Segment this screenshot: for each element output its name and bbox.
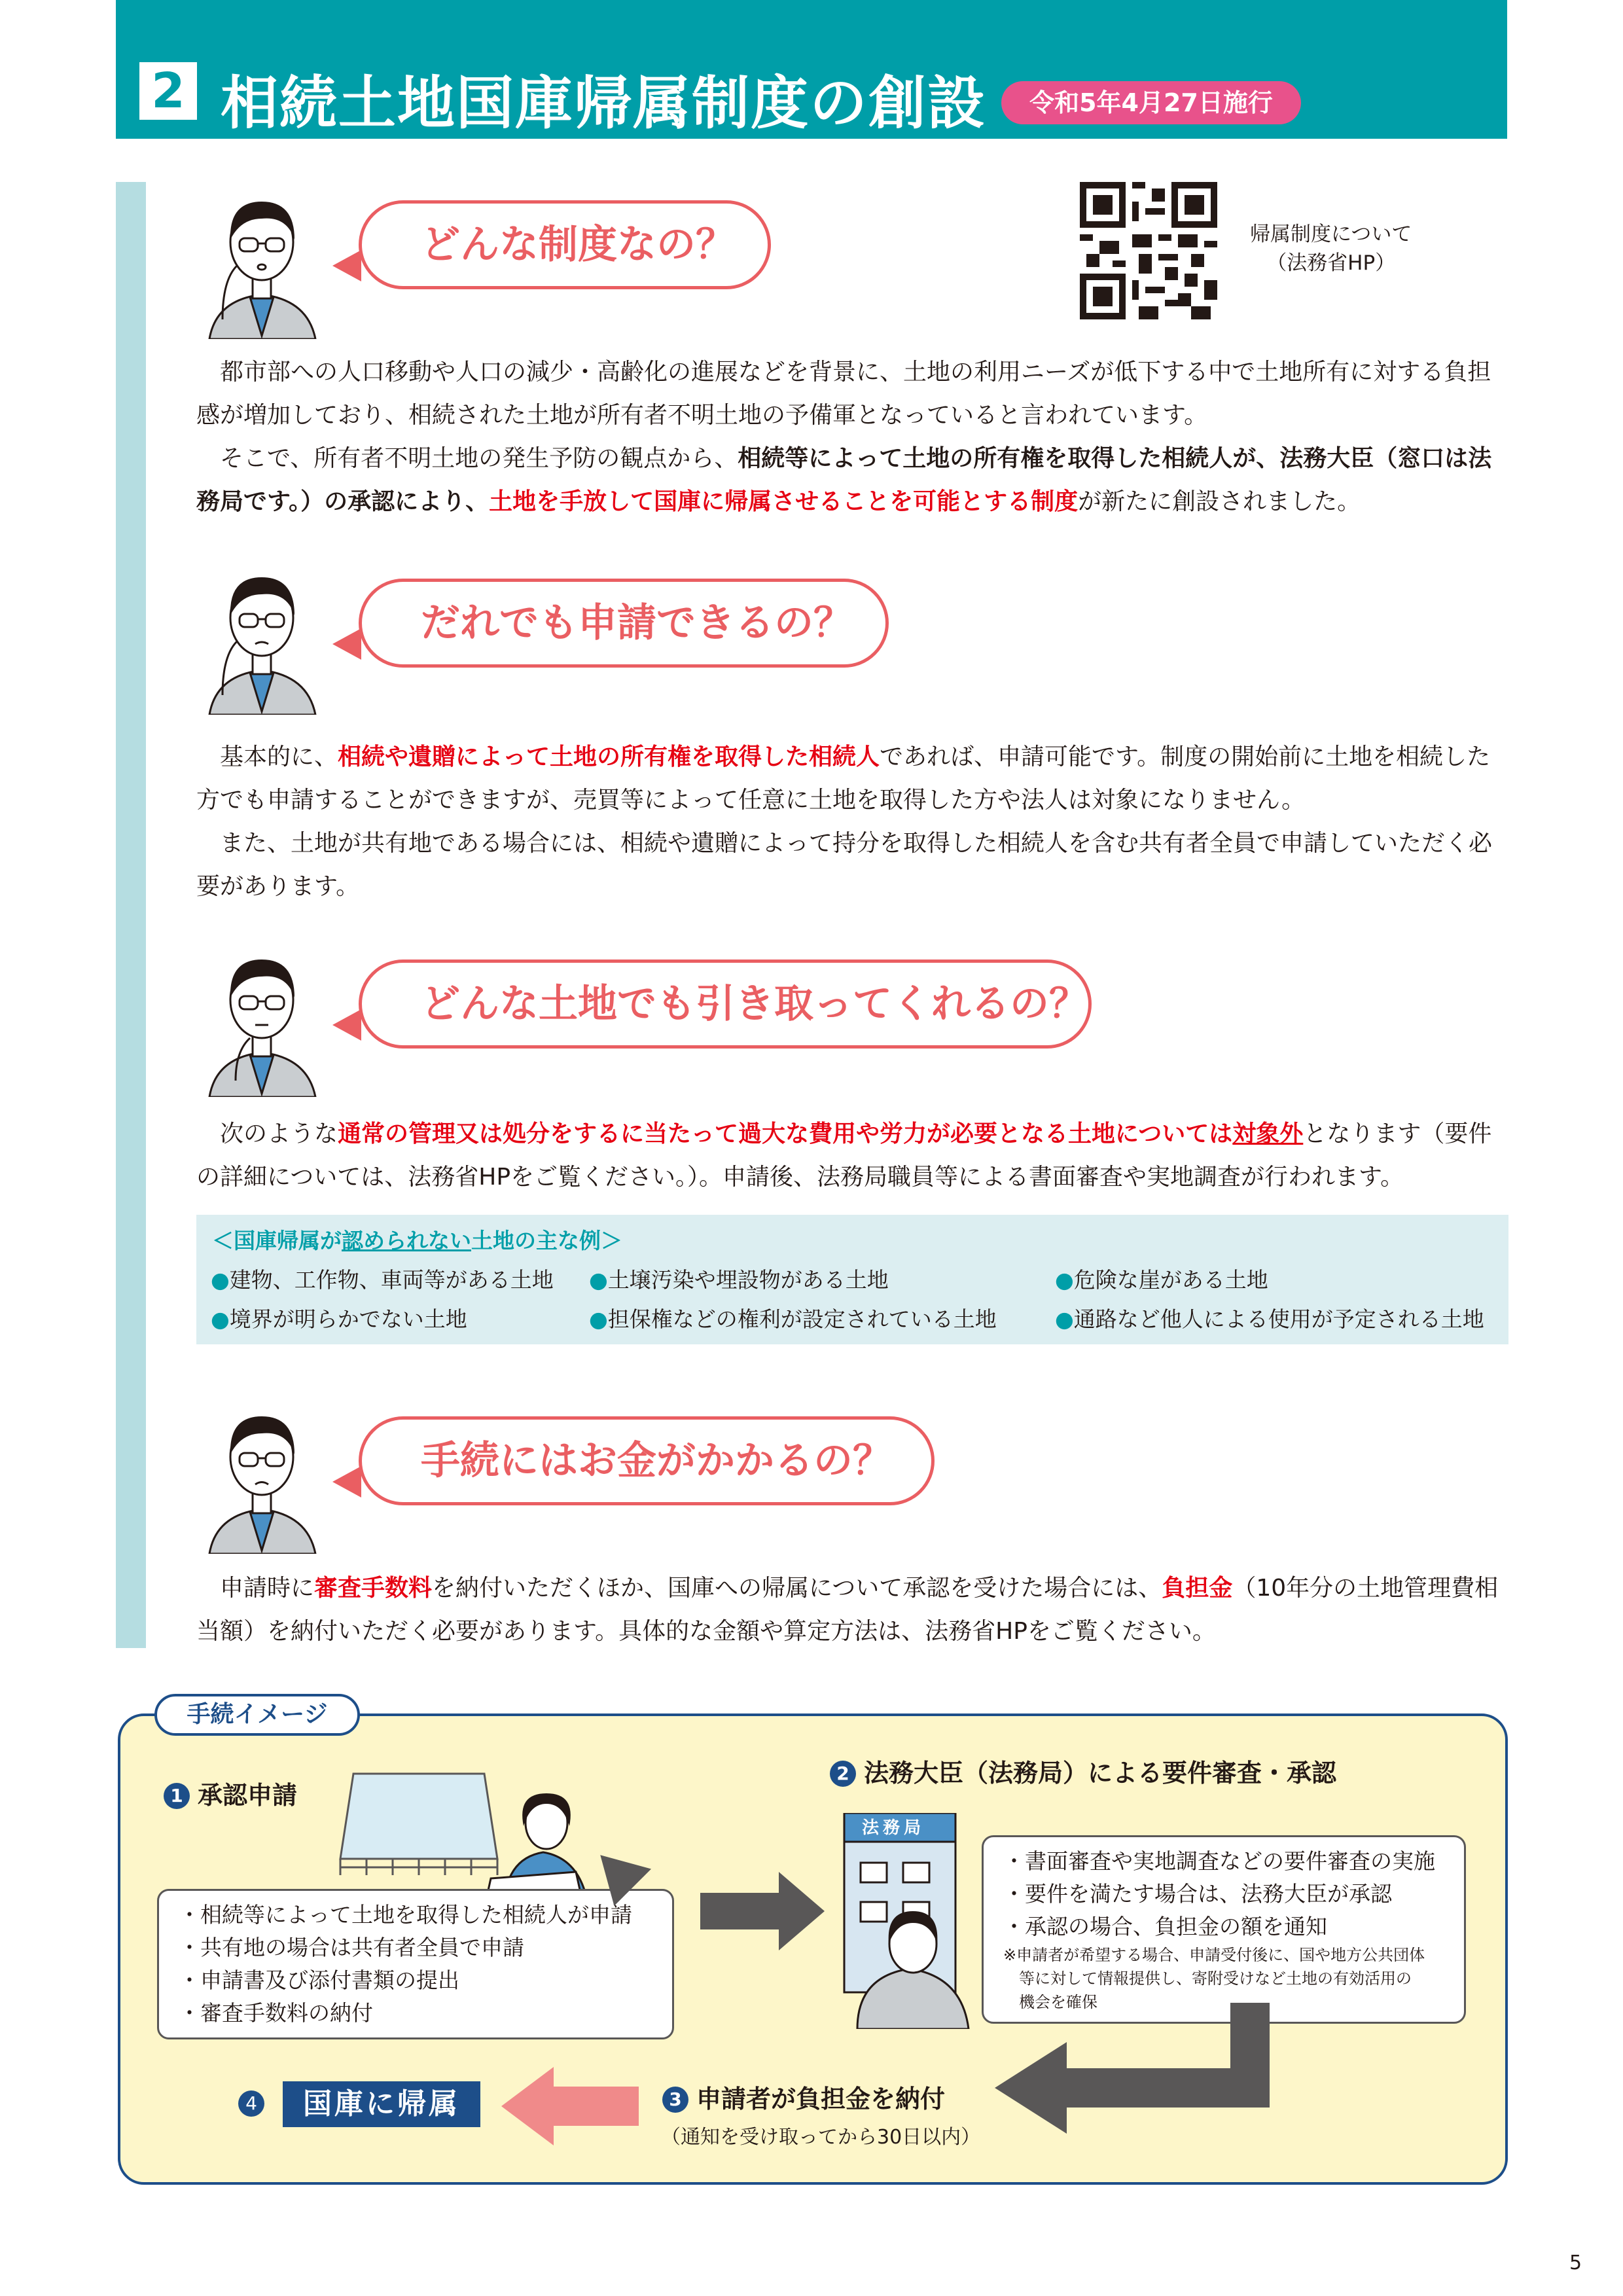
section3-paragraph1 — [196, 1113, 1508, 1199]
text-run: 申請時に — [220, 1575, 315, 1602]
example-item — [589, 1263, 889, 1294]
page-number: 5 — [1569, 2251, 1582, 2274]
bullet-dot-icon: ● — [1055, 1306, 1074, 1332]
bullet-dot-icon: ● — [1055, 1267, 1074, 1293]
enforcement-date-badge: 令和5年4月27日施行 — [1001, 81, 1301, 124]
step2-note-line: 機会を確保 — [1019, 1993, 1097, 2011]
thinking-person-illustration — [196, 940, 327, 1097]
example-text: 建物、工作物、車両等がある土地 — [229, 1267, 554, 1293]
step2-detail-item: ・承認の場合、負担金の額を通知 — [1003, 1914, 1327, 1939]
emphasis-text-run: 負担金 — [1162, 1575, 1233, 1602]
legal-affairs-bureau-building-illustration — [831, 1813, 995, 2029]
example-item — [589, 1302, 997, 1333]
example-text: 担保権などの権利が設定されている土地 — [607, 1306, 997, 1332]
bullet-dot-icon: ● — [589, 1267, 608, 1293]
section2-paragraph1 — [196, 736, 1508, 822]
qr-caption-line2: （法務省HP） — [1266, 251, 1396, 275]
question-bubble-eligibility: だれでも申請できるの？ — [359, 579, 889, 668]
arrow-left-icon — [501, 2067, 639, 2145]
page-title: 相続土地国庫帰属制度の創設 — [221, 69, 987, 137]
question-bubble-system: どんな制度なの？ — [359, 200, 771, 289]
step2-detail-item: ・書面審査や実地調査などの要件審査の実施 — [1003, 1848, 1435, 1874]
excluded-emphasis: 対象外 — [1232, 1121, 1304, 1147]
text-run: 基本的に、 — [220, 744, 338, 770]
section2-paragraph2: また、土地が共有地である場合には、相続や遺贈によって持分を取得した相続人を含む共有者全員で申請していただく必要があります。 — [196, 830, 1493, 900]
step4-result-badge: 国庫に帰属 — [283, 2081, 480, 2127]
emphasis-text-run: 審査手数料 — [314, 1575, 433, 1602]
text-run: （10年分の土地管理費相当額）を納付いただく必要があります。具体的な金額や算定方法は、法務省HPをご覧ください。 — [196, 1575, 1499, 1645]
question-bubble-land-scope: どんな土地でも引き取ってくれるの？ — [359, 960, 1092, 1049]
emphasis-text-run: 土地を手放して国庫に帰属させることを可能とする制度 — [489, 488, 1079, 515]
step3-deadline-note: （通知を受け取ってから30日以内） — [661, 2126, 981, 2149]
section1-paragraph2 — [196, 437, 1508, 524]
step1-detail-item: ・審査手数料の納付 — [179, 2000, 373, 2026]
example-text: 通路など他人による使用が予定される土地 — [1073, 1306, 1484, 1332]
bubble-tail — [332, 1009, 361, 1041]
step2-note-line: 等に対して情報提供し、寄附受けなど土地の有効活用の — [1019, 1969, 1412, 1988]
underlined-text-run: 認められない — [342, 1228, 471, 1253]
step1-details-box — [157, 1889, 674, 2039]
procedure-label: 手続イメージ — [154, 1694, 360, 1736]
bullet-dot-icon: ● — [211, 1306, 230, 1332]
section4-body — [196, 1567, 1508, 1653]
example-item — [1055, 1263, 1268, 1294]
bubble-tail — [332, 628, 361, 660]
step-title-text: 申請者が負担金を納付 — [696, 2085, 946, 2113]
step1-detail-item: ・共有地の場合は共有者全員で申請 — [179, 1935, 524, 1960]
step3-title — [662, 2079, 945, 2115]
example-item — [1055, 1302, 1484, 1333]
building-sign: 法務局 — [861, 1818, 925, 1838]
section1-body — [196, 351, 1508, 524]
step-title-text: 法務大臣（法務局）による要件審査・承認 — [864, 1759, 1337, 1787]
step-number-icon: 4 — [238, 2090, 264, 2117]
qr-caption-line1: 帰属制度について — [1250, 223, 1412, 246]
text-run: 土地の主な例＞ — [471, 1228, 622, 1253]
thinking-person-illustration — [196, 182, 327, 339]
section1-paragraph1: 都市部への人口移動や人口の減少・高齢化の進展などを背景に、土地の利用ニーズが低下する中で土地所有に対する負担感が増加しており、相続された土地が所有者不明土地の予備軍となっていると言われています。 — [196, 359, 1491, 429]
side-accent-bar — [116, 182, 146, 1648]
text-run: が新たに創設されました。 — [1078, 488, 1361, 515]
step-number-icon: 2 — [830, 1761, 856, 1787]
step1-detail-item: ・申請書及び添付書類の提出 — [179, 1967, 459, 1993]
thinking-person-illustration — [196, 558, 327, 715]
text-run: ＜国庫帰属が — [212, 1228, 342, 1253]
emphasis-text-run: 相続や遺贈によって土地の所有権を取得した相続人 — [338, 744, 880, 770]
bullet-dot-icon: ● — [211, 1267, 230, 1293]
examples-title — [212, 1224, 622, 1255]
example-text: 土壌汚染や埋設物がある土地 — [607, 1267, 889, 1293]
step1-title — [164, 1775, 297, 1811]
section4-paragraph1 — [196, 1567, 1508, 1653]
step2-title — [830, 1753, 1336, 1789]
text-run: 次のような — [220, 1121, 338, 1147]
text-run: そこで、所有者不明土地の発生予防の観点から、 — [220, 445, 738, 472]
example-item — [211, 1263, 554, 1294]
excluded-land-examples-box — [196, 1215, 1508, 1344]
arrow-right-icon — [700, 1872, 825, 1950]
section2-body — [196, 736, 1508, 908]
step2-details-box — [982, 1835, 1466, 2024]
text-run: であれば、申請可能です。制度の開始前に土地を相続した方でも申請することができますが、売買等によって任意に土地を取得した方や法人は対象になりません。 — [196, 744, 1491, 814]
bubble-tail — [332, 250, 361, 281]
bubble-tail — [332, 1466, 361, 1498]
thinking-person-illustration — [196, 1397, 327, 1554]
step1-detail-item: ・相続等によって土地を取得した相続人が申請 — [179, 1902, 632, 1928]
section3-body — [196, 1113, 1508, 1199]
qr-code-icon[interactable] — [1080, 182, 1217, 319]
question-bubble-cost: 手続にはお金がかかるの？ — [359, 1416, 935, 1505]
emphasis-text-run: 通常の管理又は処分をするに当たって過大な費用や労力が必要となる土地については — [338, 1121, 1233, 1147]
bullet-dot-icon: ● — [589, 1306, 608, 1332]
step-title-text: 承認申請 — [198, 1781, 298, 1810]
step2-note-line: ※申請者が希望する場合、申請受付後に、国や地方公共団体 — [1003, 1946, 1425, 1964]
example-item — [211, 1302, 467, 1333]
section-number: 2 — [139, 62, 197, 120]
text-run: となります（要件の詳細については、法務省HPをご覧ください。）。申請後、法務局職員等による書面審査や実地調査が行われます。 — [196, 1121, 1492, 1191]
example-text: 境界が明らかでない土地 — [229, 1306, 467, 1332]
bold-text-run: 相続等によって土地の所有権を取得した相続人が、法務大臣（窓口は法務局です。）の承認により、 — [196, 445, 1492, 515]
step2-detail-item: ・要件を満たす場合は、法務大臣が承認 — [1003, 1881, 1392, 1907]
text-run: を納付いただくほか、国庫への帰属について承認を受けた場合には、 — [432, 1575, 1162, 1602]
arrow-bend-left-icon — [995, 2003, 1283, 2134]
step-number-icon: 3 — [662, 2087, 688, 2113]
step4-number — [238, 2090, 272, 2117]
step-number-icon: 1 — [164, 1783, 190, 1809]
example-text: 危険な崖がある土地 — [1073, 1267, 1268, 1293]
qr-caption — [1250, 220, 1412, 278]
